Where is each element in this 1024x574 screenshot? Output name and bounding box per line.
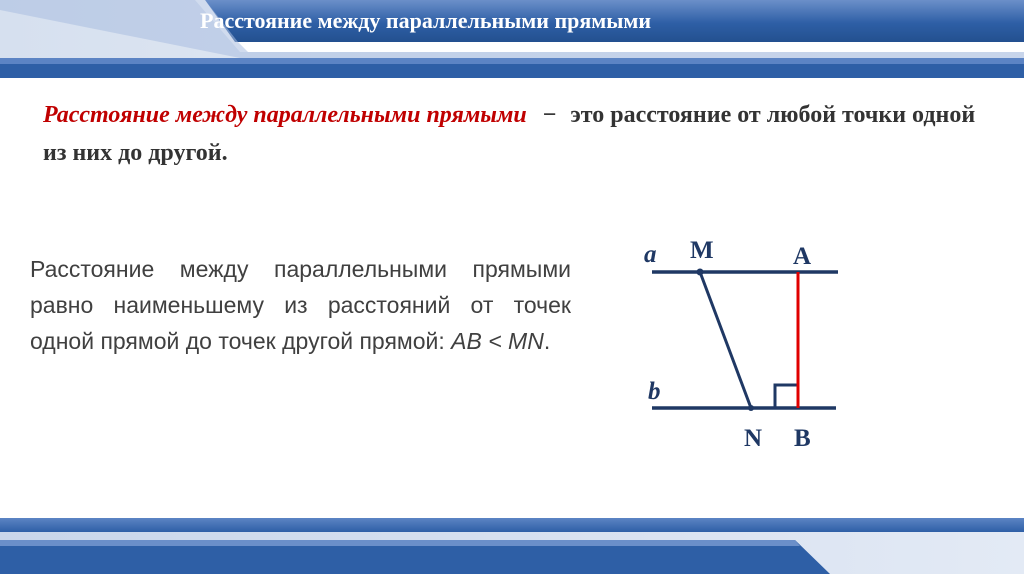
definition-term: Расстояние между параллельными прямыми (43, 102, 527, 128)
point-b-label: B (794, 425, 811, 452)
theorem-end: . (543, 328, 551, 354)
definition-text: это расстояние от любой точки одной из них до другой. (43, 102, 976, 166)
line-a-label: a (644, 241, 657, 268)
right-angle-mark (775, 385, 798, 408)
theorem-expression: AB < MN (451, 328, 544, 354)
point-a-label: A (793, 243, 812, 270)
definition-dash: − (542, 102, 557, 128)
parallel-lines-figure (620, 225, 860, 465)
footer-band (0, 518, 1024, 574)
point-m-label: M (690, 237, 714, 264)
point-n-label: N (744, 425, 763, 452)
point-n-dot (748, 405, 754, 411)
line-b-label: b (648, 378, 661, 405)
theorem-paragraph (30, 251, 571, 359)
point-m-dot (697, 269, 704, 276)
theorem-text: Расстояние между параллельными прямыми равно наименьшему из расстояний от точек одной прямой до точек другой прямой: (30, 256, 571, 354)
segment-mn (700, 272, 751, 408)
definition-paragraph (43, 96, 983, 172)
slide-title: Расстояние между параллельными прямыми (200, 8, 652, 33)
